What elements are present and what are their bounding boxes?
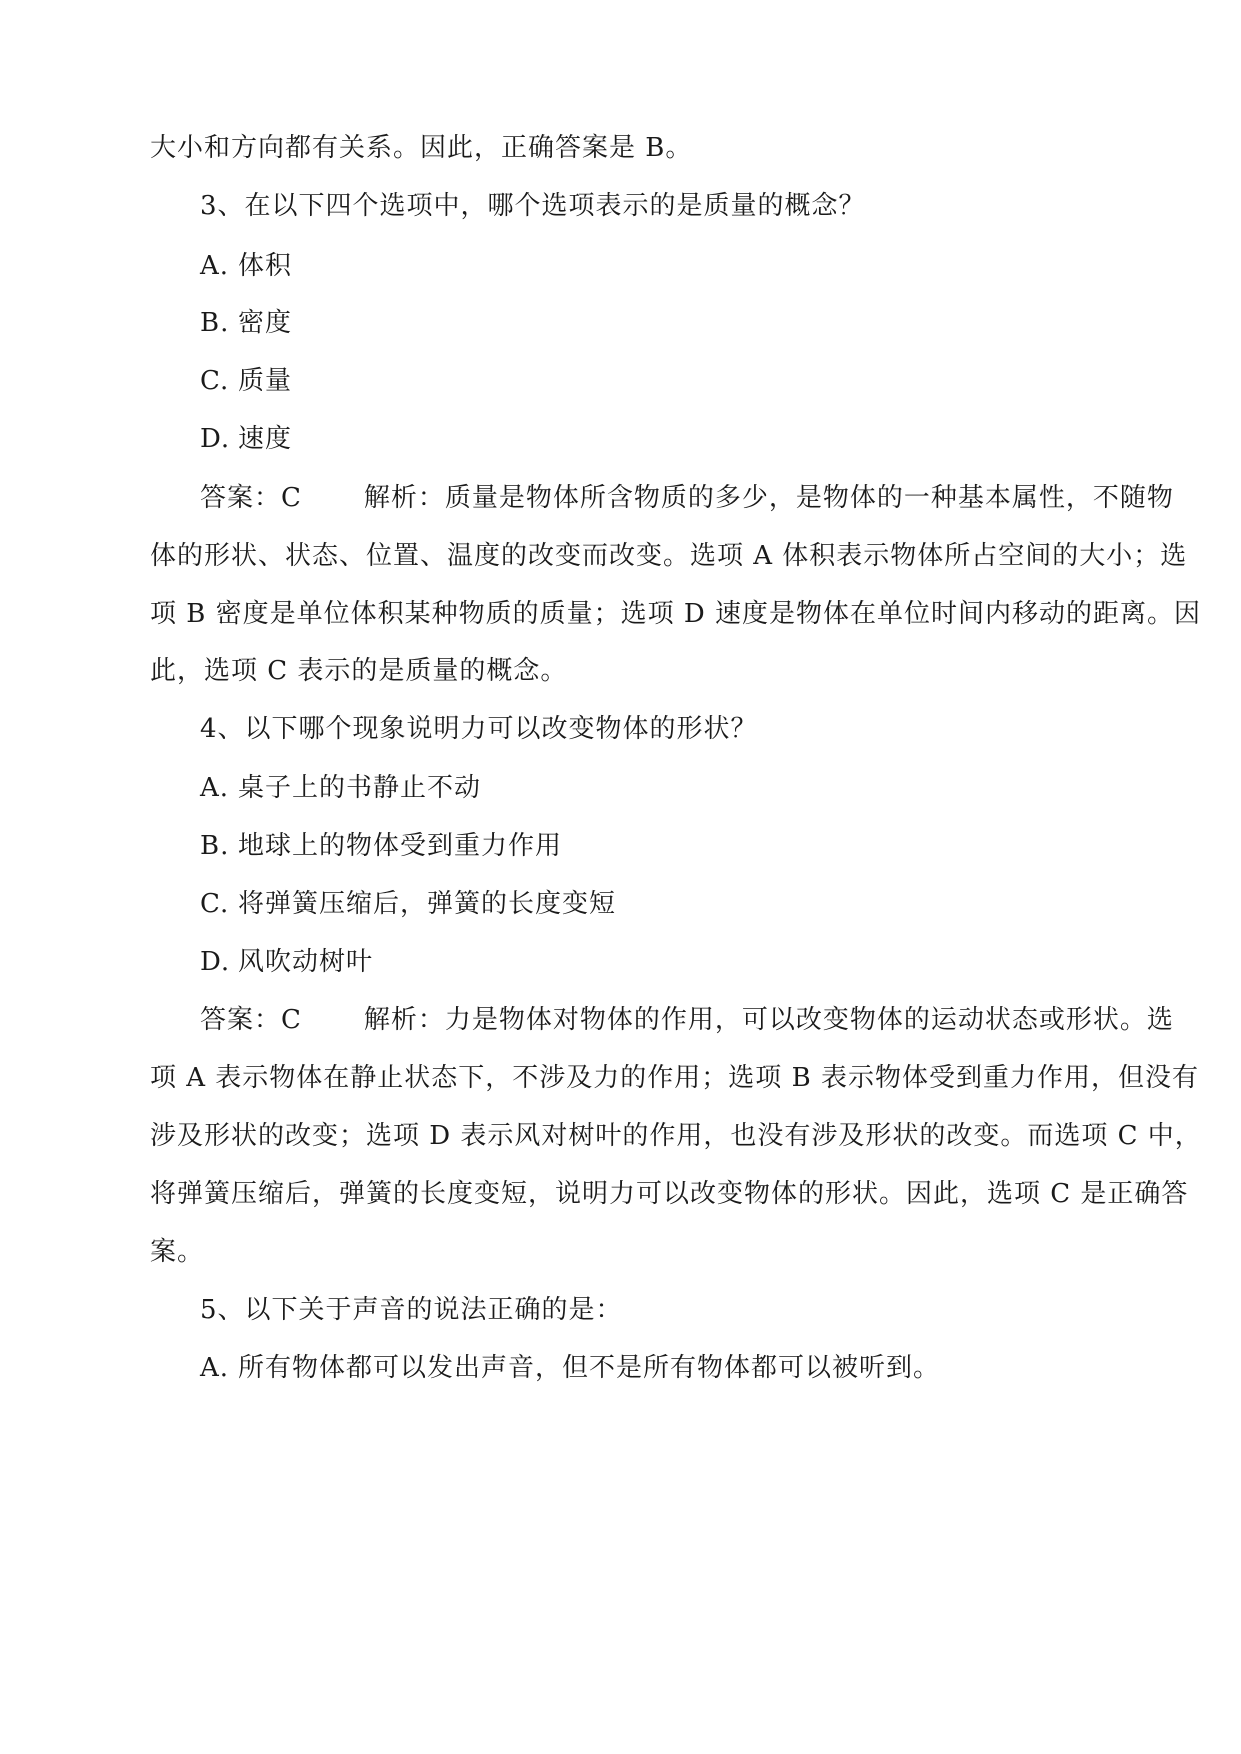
- answer-label: 答案：C: [200, 483, 302, 513]
- analysis-text: 解析：质量是物体所含物质的多少，是物体的一种基本属性，不随物: [363, 483, 1174, 513]
- q4-option-b: [200, 829, 1160, 863]
- option-text: 风吹动树叶: [238, 947, 374, 977]
- option-text: 体积: [238, 251, 293, 281]
- option-text: 桌子上的书静止不动: [238, 773, 482, 803]
- continuation-line: 大小和方向都有关系。因此，正确答案是 B。: [150, 133, 693, 163]
- option-letter: B.: [200, 308, 230, 338]
- q4-analysis-line: 将弹簧压缩后，弹簧的长度变短，说明力可以改变物体的形状。因此，选项 C 是正确答: [150, 1179, 1189, 1209]
- option-text: 所有物体都可以发出声音，但不是所有物体都可以被听到。: [238, 1353, 941, 1383]
- option-text: 将弹簧压缩后，弹簧的长度变短: [238, 889, 617, 919]
- q5-option-a: [200, 1351, 1160, 1385]
- option-text: 质量: [238, 366, 293, 396]
- option-letter: A.: [200, 251, 230, 281]
- q4-option-c: [200, 887, 1160, 921]
- q4-analysis-line: 涉及形状的改变；选项 D 表示风对树叶的作用，也没有涉及形状的改变。而选项 C 中，: [150, 1121, 1202, 1151]
- question-3: 3、在以下四个选项中，哪个选项表示的是质量的概念？: [200, 191, 866, 221]
- option-letter: C.: [200, 366, 230, 396]
- q4-option-a: [200, 771, 1160, 805]
- q4-answer-line: [200, 1003, 1174, 1037]
- option-text: 速度: [238, 424, 293, 454]
- answer-label: 答案：C: [200, 1005, 302, 1035]
- q3-answer-line: [200, 481, 1174, 515]
- question-4: 4、以下哪个现象说明力可以改变物体的形状？: [200, 714, 758, 744]
- q4-option-d: [200, 945, 1160, 979]
- option-text: 地球上的物体受到重力作用: [238, 831, 563, 861]
- option-text: 密度: [238, 308, 293, 338]
- q4-analysis-line: 项 A 表示物体在静止状态下，不涉及力的作用；选项 B 表示物体受到重力作用，但没有: [150, 1063, 1199, 1093]
- option-letter: B.: [200, 831, 230, 861]
- option-letter: A.: [200, 1353, 230, 1383]
- q3-analysis-line: 项 B 密度是单位体积某种物质的质量；选项 D 速度是物体在单位时间内移动的距离。因: [150, 599, 1202, 629]
- option-letter: D.: [200, 947, 231, 977]
- option-letter: A.: [200, 773, 230, 803]
- q3-option-d: [200, 422, 1160, 456]
- q3-analysis-line: 体的形状、状态、位置、温度的改变而改变。选项 A 体积表示物体所占空间的大小；选: [150, 541, 1188, 571]
- option-letter: D.: [200, 424, 231, 454]
- q3-analysis-line: 此，选项 C 表示的是质量的概念。: [150, 656, 568, 686]
- q3-option-a: [200, 249, 1160, 283]
- q4-analysis-line: 案。: [150, 1237, 205, 1267]
- q3-option-c: [200, 364, 1160, 398]
- analysis-text: 解析：力是物体对物体的作用，可以改变物体的运动状态或形状。选: [363, 1005, 1174, 1035]
- q3-option-b: [200, 306, 1160, 340]
- question-5: 5、以下关于声音的说法正确的是：: [200, 1295, 623, 1325]
- option-letter: C.: [200, 889, 230, 919]
